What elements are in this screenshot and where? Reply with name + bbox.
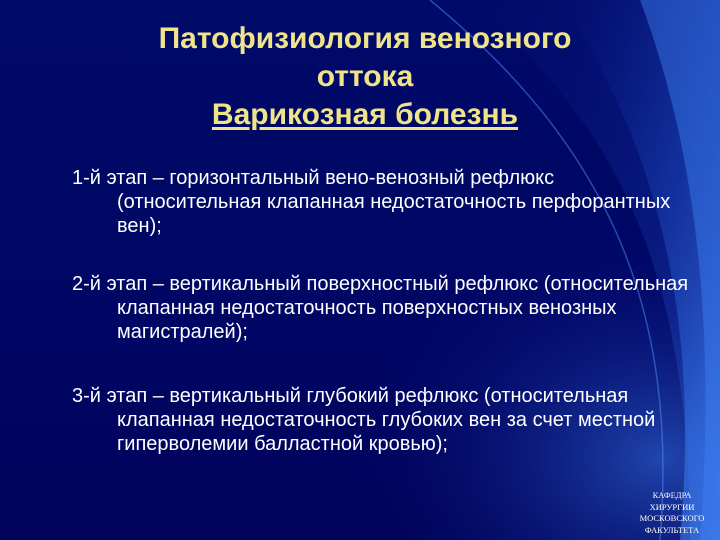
department-label xyxy=(627,490,717,536)
department-line-4: ФАКУЛЬТЕТА xyxy=(644,524,700,535)
title-line-3-subtitle: Варикозная болезнь xyxy=(211,98,519,131)
title-line-1: Патофизиология венозного xyxy=(158,22,572,55)
slide-title xyxy=(100,20,630,134)
department-line-1: КАФЕДРА xyxy=(652,490,692,500)
stage-item-3: 3-й этап – вертикальный глубокий рефлюкс (относительная клапанная недостаточность глубоких вен за счет местной гиперволемии балластной кровью); xyxy=(72,385,656,455)
title-line-2: оттока xyxy=(316,60,414,93)
stage-item-1: 1-й этап – горизонтальный вено-венозный рефлюкс (относительная клапанная недостаточность перфорантных вен); xyxy=(72,167,671,237)
department-line-3: МОСКОВСКОГО xyxy=(639,513,705,523)
stages-list xyxy=(72,166,702,456)
stage-item-2: 2-й этап – вертикальный поверхностный рефлюкс (относительная клапанная недостаточность поверхностных венозных магистралей); xyxy=(72,273,689,343)
department-line-2: ХИРУРГИИ xyxy=(649,501,695,512)
